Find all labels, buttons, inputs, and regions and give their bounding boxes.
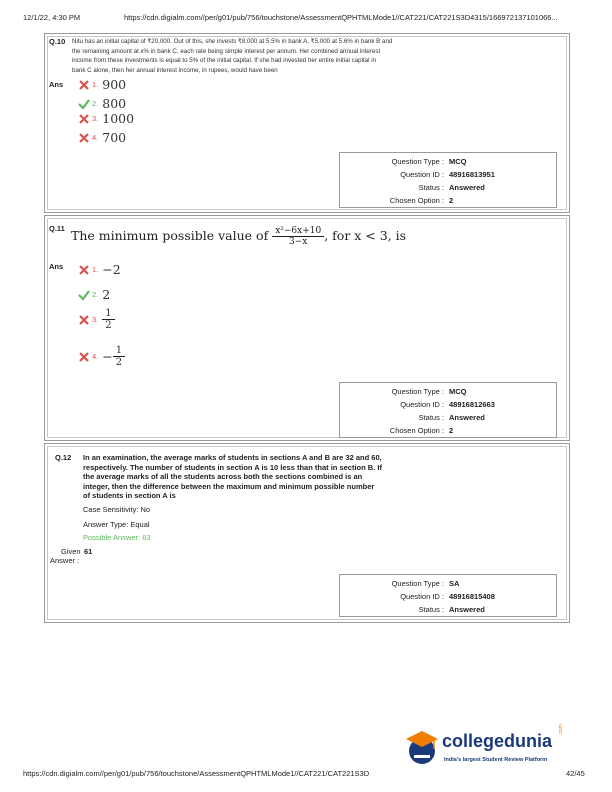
question-12-panel [44, 443, 570, 623]
answer-type: Answer Type: Equal [83, 520, 150, 529]
print-url: https://cdn.digialm.com//per/g01/pub/756/touchstone/AssessmentQPHTMLMode1//CAT221/CAT221S3D4315/166972137101066... [124, 13, 558, 22]
check-icon [78, 98, 90, 110]
given-answer: 61 [84, 547, 93, 556]
option-2: 2. 800 [78, 96, 126, 111]
option-2: 2. 2 [78, 287, 110, 302]
logo-tagline: India's largest Student Review Platform [444, 757, 548, 763]
print-date: 12/1/22, 4:30 PM [23, 13, 81, 22]
option-3: 3. $\frac{1}{2}$ [78, 308, 115, 331]
option-3: 3. 1000 [78, 111, 134, 126]
question-info-box: Question Type : MCQ Question ID : 48916813951 Status : Answered Chosen Option : 2 [339, 152, 557, 208]
answer-label: Answer : [50, 556, 80, 565]
question-number: Q.10 [49, 37, 66, 46]
given-label: Given [61, 547, 81, 556]
question-info-box: Question Type : MCQ Question ID : 48916812663 Status : Answered Chosen Option : 2 [339, 382, 557, 438]
question-10-panel [44, 33, 570, 213]
cross-icon [78, 132, 90, 144]
cross-icon [78, 264, 90, 276]
question-11-panel [44, 215, 570, 441]
ans-label: Ans [49, 262, 64, 271]
cross-icon [78, 113, 90, 125]
question-info-box: Question Type : SA Question ID : 48916815408 Status : Answered [339, 574, 557, 617]
option-4: 4. − $\frac{1}{2}$ [78, 345, 125, 368]
question-number: Q.12 [55, 453, 72, 462]
page-number: 42/45 [566, 769, 585, 778]
question-text: Nitu has an initial capital of ₹20,000. Out of this, she invests ₹8,000 at 5.5% in bank A, ₹5,000 at 5.6% in bank B and the remaining amount at x% in bank C, each rate being simple interest per annum. Her combined annual interest income from these investments is equal to 5% of the initial capital. If she had invested her entire initial capital in bank C alone, then her annual interest income, in rupees, would have been [72, 38, 393, 74]
option-1: 1. −2 [78, 262, 121, 277]
cross-icon [78, 314, 90, 326]
graduation-cap-icon [404, 727, 440, 767]
question-text: In an examination, the average marks of students in sections A and B are 32 and 60, respectively. The number of students in section A is 10 less than that in section B. If the average marks of all the students across both the sections combined is an integer, then the difference between the maximum and minimum possible number of students in section A is [83, 453, 382, 501]
option-4: 4. 700 [78, 130, 126, 145]
cross-icon [78, 79, 90, 91]
ans-label: Ans [49, 80, 64, 89]
question-text: The minimum possible value of $\frac{\text{x²−6x+10}}{3-x}$ , for x < 3, is [71, 226, 407, 247]
collegedunia-logo [404, 724, 564, 775]
option-1: 1. 900 [78, 77, 126, 92]
print-footer-url: https://cdn.digialm.com//per/g01/pub/756/touchstone/AssessmentQPHTMLMode1//CAT221/CAT221S3D [23, 769, 370, 778]
check-icon [78, 289, 90, 301]
question-number: Q.11 [49, 224, 65, 233]
logo-dotcom: .com [558, 724, 564, 735]
case-sensitivity: Case Sensitivity: No [83, 505, 151, 514]
logo-text: collegedunia [442, 731, 553, 751]
cross-icon [78, 351, 90, 363]
possible-answer: Possible Answer: 63 [83, 533, 151, 542]
